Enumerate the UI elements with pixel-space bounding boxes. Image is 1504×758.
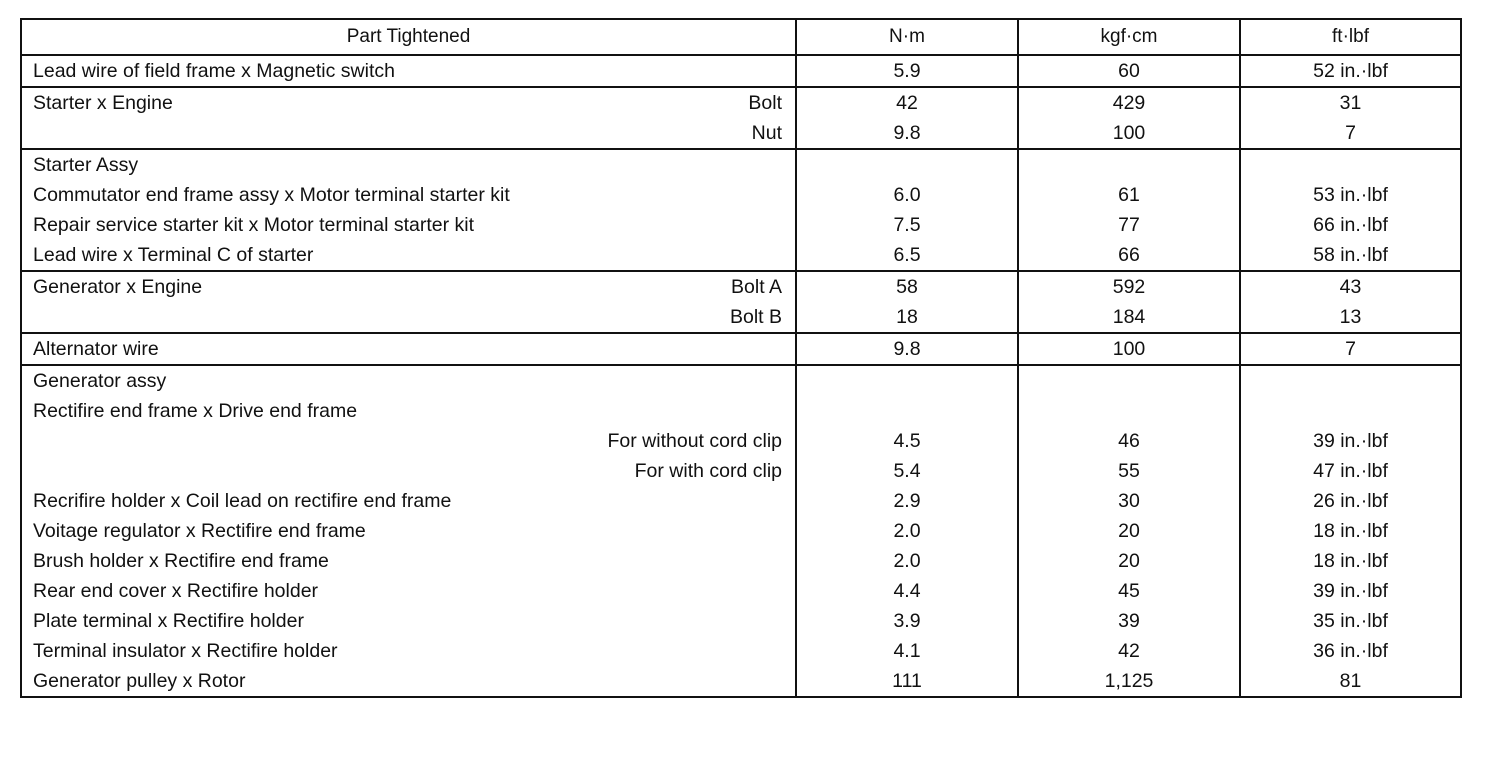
part-cell — [21, 546, 796, 576]
kgfcm-value: 20 — [1118, 520, 1140, 542]
nm-value: 9.8 — [893, 122, 921, 144]
nm-value: 6.5 — [893, 244, 921, 266]
ftlbf-value-cell — [1240, 666, 1461, 697]
ftlbf-value: 31 — [1339, 92, 1362, 114]
table-header — [21, 19, 1461, 55]
table-row — [21, 180, 1461, 210]
part-label: Terminal insulator x Rectifire holder — [33, 640, 338, 662]
part-cell — [21, 210, 796, 240]
nm-value — [797, 366, 1017, 396]
nm-value: 3.9 — [893, 610, 921, 632]
part-label: Generator assy — [33, 370, 167, 392]
table-row — [21, 302, 1461, 333]
ftlbf-value: 18 in.·lbf — [1313, 550, 1388, 572]
ftlbf-value — [1241, 366, 1460, 396]
table-row — [21, 426, 1461, 456]
part-cell — [21, 486, 796, 516]
ftlbf-value-cell — [1240, 210, 1461, 240]
part-label: Recrifire holder x Coil lead on rectifire end frame — [33, 490, 452, 512]
ftlbf-value-cell — [1240, 576, 1461, 606]
part-label: Alternator wire — [33, 338, 159, 360]
ftlbf-value: 66 in.·lbf — [1313, 214, 1388, 236]
kgfcm-value: 46 — [1118, 430, 1140, 452]
part-cell — [21, 333, 796, 365]
part-label: Starter Assy — [33, 154, 139, 176]
ftlbf-value-cell — [1240, 118, 1461, 149]
header-row — [21, 19, 1461, 55]
kgfcm-value: 60 — [1118, 60, 1140, 82]
ftlbf-value-cell — [1240, 396, 1461, 426]
part-label: Commutator end frame assy x Motor terminal starter kit — [33, 184, 510, 206]
part-label: Rear end cover x Rectifire holder — [33, 580, 319, 602]
kgfcm-value — [1019, 150, 1239, 180]
table-row — [21, 636, 1461, 666]
part-cell — [21, 149, 796, 180]
table-group — [21, 271, 1461, 333]
part-cell — [21, 365, 796, 396]
table-group — [21, 149, 1461, 271]
ftlbf-value: 53 in.·lbf — [1313, 184, 1388, 206]
kgfcm-value: 39 — [1118, 610, 1140, 632]
part-label: For with cord clip — [634, 460, 782, 482]
part-cell — [21, 576, 796, 606]
ftlbf-value-cell — [1240, 456, 1461, 486]
table-row — [21, 456, 1461, 486]
nm-value: 111 — [892, 670, 922, 692]
kgfcm-value: 100 — [1112, 338, 1146, 360]
ftlbf-value-cell — [1240, 486, 1461, 516]
table-row — [21, 486, 1461, 516]
kgfcm-value-cell — [1018, 396, 1240, 426]
nm-value: 6.0 — [893, 184, 921, 206]
table-group — [21, 365, 1461, 697]
nm-value: 5.9 — [893, 60, 921, 82]
ftlbf-value-cell — [1240, 87, 1461, 118]
header-part-tightened: Part Tightened — [21, 19, 796, 55]
nm-value-cell — [796, 240, 1018, 271]
table-group — [21, 87, 1461, 149]
part-cell — [21, 240, 796, 271]
table-row — [21, 546, 1461, 576]
table-row — [21, 271, 1461, 302]
ftlbf-value: 58 in.·lbf — [1313, 244, 1388, 266]
nm-value: 7.5 — [893, 214, 921, 236]
nm-value: 4.1 — [893, 640, 921, 662]
part-cell — [21, 456, 796, 486]
kgfcm-value: 184 — [1112, 306, 1146, 328]
part-label: Plate terminal x Rectifire holder — [33, 610, 304, 632]
part-label: Starter x Engine — [33, 92, 173, 114]
nm-value: 9.8 — [893, 338, 921, 360]
nm-value: 42 — [896, 92, 918, 114]
kgfcm-value-cell — [1018, 118, 1240, 149]
kgfcm-value: 20 — [1118, 550, 1140, 572]
ftlbf-value-cell — [1240, 546, 1461, 576]
table-row — [21, 55, 1461, 87]
ftlbf-value: 36 in.·lbf — [1313, 640, 1388, 662]
nm-value-cell — [796, 302, 1018, 333]
nm-value: 2.0 — [893, 520, 921, 542]
ftlbf-value-cell — [1240, 516, 1461, 546]
table-row — [21, 666, 1461, 697]
ftlbf-value: 52 in.·lbf — [1313, 60, 1388, 82]
kgfcm-value-cell — [1018, 456, 1240, 486]
kgfcm-value-cell — [1018, 666, 1240, 697]
table-row — [21, 210, 1461, 240]
nm-value-cell — [796, 486, 1018, 516]
nm-value-cell — [796, 180, 1018, 210]
part-label: Voitage regulator x Rectifire end frame — [33, 520, 366, 542]
ftlbf-value — [1241, 396, 1460, 426]
kgfcm-value: 592 — [1112, 276, 1146, 298]
nm-value-cell — [796, 456, 1018, 486]
kgfcm-value-cell — [1018, 87, 1240, 118]
kgfcm-value-cell — [1018, 576, 1240, 606]
nm-value — [797, 150, 1017, 180]
table-row — [21, 240, 1461, 271]
kgfcm-value-cell — [1018, 486, 1240, 516]
kgfcm-value: 42 — [1118, 640, 1140, 662]
nm-value: 4.4 — [893, 580, 921, 602]
kgfcm-value — [1019, 366, 1239, 396]
ftlbf-value-cell — [1240, 55, 1461, 87]
kgfcm-value-cell — [1018, 606, 1240, 636]
table-group — [21, 333, 1461, 365]
table-row — [21, 516, 1461, 546]
ftlbf-value: 39 in.·lbf — [1313, 430, 1388, 452]
part-cell — [21, 87, 796, 118]
part-label: For without cord clip — [607, 430, 782, 452]
kgfcm-value: 55 — [1118, 460, 1140, 482]
ftlbf-value-cell — [1240, 606, 1461, 636]
part-cell — [21, 516, 796, 546]
header-nm: N·m — [796, 19, 1018, 55]
nm-value-cell — [796, 396, 1018, 426]
ftlbf-value-cell — [1240, 240, 1461, 271]
kgfcm-value — [1019, 396, 1239, 426]
fastener-label: Bolt — [748, 92, 782, 114]
part-cell — [21, 426, 796, 456]
part-cell — [21, 396, 796, 426]
kgfcm-value-cell — [1018, 271, 1240, 302]
kgfcm-value-cell — [1018, 55, 1240, 87]
ftlbf-value-cell — [1240, 333, 1461, 365]
nm-value-cell — [796, 149, 1018, 180]
part-cell — [21, 55, 796, 87]
torque-specification-table — [20, 18, 1462, 698]
part-cell — [21, 180, 796, 210]
part-label: Generator pulley x Rotor — [33, 670, 246, 692]
ftlbf-value-cell — [1240, 149, 1461, 180]
ftlbf-value: 39 in.·lbf — [1313, 580, 1388, 602]
part-label: Lead wire x Terminal C of starter — [33, 244, 314, 266]
fastener-label: Bolt A — [731, 276, 782, 298]
nm-value-cell — [796, 87, 1018, 118]
kgfcm-value-cell — [1018, 240, 1240, 271]
nm-value-cell — [796, 516, 1018, 546]
kgfcm-value-cell — [1018, 149, 1240, 180]
nm-value: 2.9 — [893, 490, 921, 512]
nm-value-cell — [796, 55, 1018, 87]
ftlbf-value: 26 in.·lbf — [1313, 490, 1388, 512]
part-cell — [21, 118, 796, 149]
nm-value-cell — [796, 365, 1018, 396]
nm-value-cell — [796, 666, 1018, 697]
ftlbf-value-cell — [1240, 365, 1461, 396]
header-ftlbf: ft·lbf — [1240, 19, 1461, 55]
ftlbf-value — [1241, 150, 1460, 180]
part-label: Generator x Engine — [33, 276, 203, 298]
kgfcm-value-cell — [1018, 180, 1240, 210]
nm-value: 18 — [896, 306, 918, 328]
part-cell — [21, 271, 796, 302]
ftlbf-value-cell — [1240, 302, 1461, 333]
ftlbf-value: 7 — [1345, 338, 1356, 360]
part-label: Repair service starter kit x Motor terminal starter kit — [33, 214, 475, 236]
nm-value-cell — [796, 118, 1018, 149]
kgfcm-value: 45 — [1118, 580, 1140, 602]
kgfcm-value: 100 — [1112, 122, 1146, 144]
ftlbf-value-cell — [1240, 636, 1461, 666]
part-label: Brush holder x Rectifire end frame — [33, 550, 329, 572]
table-row — [21, 333, 1461, 365]
kgfcm-value-cell — [1018, 365, 1240, 396]
ftlbf-value: 7 — [1345, 122, 1356, 144]
nm-value-cell — [796, 576, 1018, 606]
nm-value-cell — [796, 426, 1018, 456]
part-cell — [21, 666, 796, 697]
ftlbf-value: 47 in.·lbf — [1313, 460, 1388, 482]
table-row — [21, 365, 1461, 396]
table-group — [21, 55, 1461, 87]
nm-value — [797, 396, 1017, 426]
table-row — [21, 396, 1461, 426]
nm-value: 5.4 — [893, 460, 921, 482]
nm-value: 4.5 — [893, 430, 921, 452]
kgfcm-value: 30 — [1118, 490, 1140, 512]
part-cell — [21, 302, 796, 333]
part-label: Rectifire end frame x Drive end frame — [33, 400, 358, 422]
kgfcm-value-cell — [1018, 302, 1240, 333]
kgfcm-value-cell — [1018, 333, 1240, 365]
table-row — [21, 87, 1461, 118]
table-row — [21, 606, 1461, 636]
nm-value-cell — [796, 210, 1018, 240]
nm-value-cell — [796, 271, 1018, 302]
table-row — [21, 576, 1461, 606]
kgfcm-value-cell — [1018, 546, 1240, 576]
ftlbf-value: 43 — [1339, 276, 1362, 298]
kgfcm-value: 77 — [1118, 214, 1140, 236]
part-label: Lead wire of field frame x Magnetic switch — [33, 60, 395, 82]
table-row — [21, 149, 1461, 180]
nm-value-cell — [796, 636, 1018, 666]
nm-value-cell — [796, 333, 1018, 365]
fastener-label: Bolt B — [729, 306, 782, 328]
kgfcm-value-cell — [1018, 516, 1240, 546]
kgfcm-value: 61 — [1118, 184, 1140, 206]
ftlbf-value: 13 — [1339, 306, 1362, 328]
table-row — [21, 118, 1461, 149]
nm-value: 2.0 — [893, 550, 921, 572]
kgfcm-value-cell — [1018, 210, 1240, 240]
ftlbf-value: 81 — [1339, 670, 1362, 692]
ftlbf-value-cell — [1240, 271, 1461, 302]
kgfcm-value: 66 — [1118, 244, 1140, 266]
ftlbf-value: 35 in.·lbf — [1313, 610, 1388, 632]
part-cell — [21, 606, 796, 636]
kgfcm-value-cell — [1018, 426, 1240, 456]
nm-value-cell — [796, 606, 1018, 636]
nm-value-cell — [796, 546, 1018, 576]
ftlbf-value: 18 in.·lbf — [1313, 520, 1388, 542]
part-cell — [21, 636, 796, 666]
ftlbf-value-cell — [1240, 180, 1461, 210]
fastener-label: Nut — [751, 122, 782, 144]
ftlbf-value-cell — [1240, 426, 1461, 456]
nm-value: 58 — [896, 276, 918, 298]
header-kgfcm: kgf·cm — [1018, 19, 1240, 55]
kgfcm-value-cell — [1018, 636, 1240, 666]
kgfcm-value: 429 — [1112, 92, 1146, 114]
kgfcm-value: 1,125 — [1104, 670, 1154, 692]
